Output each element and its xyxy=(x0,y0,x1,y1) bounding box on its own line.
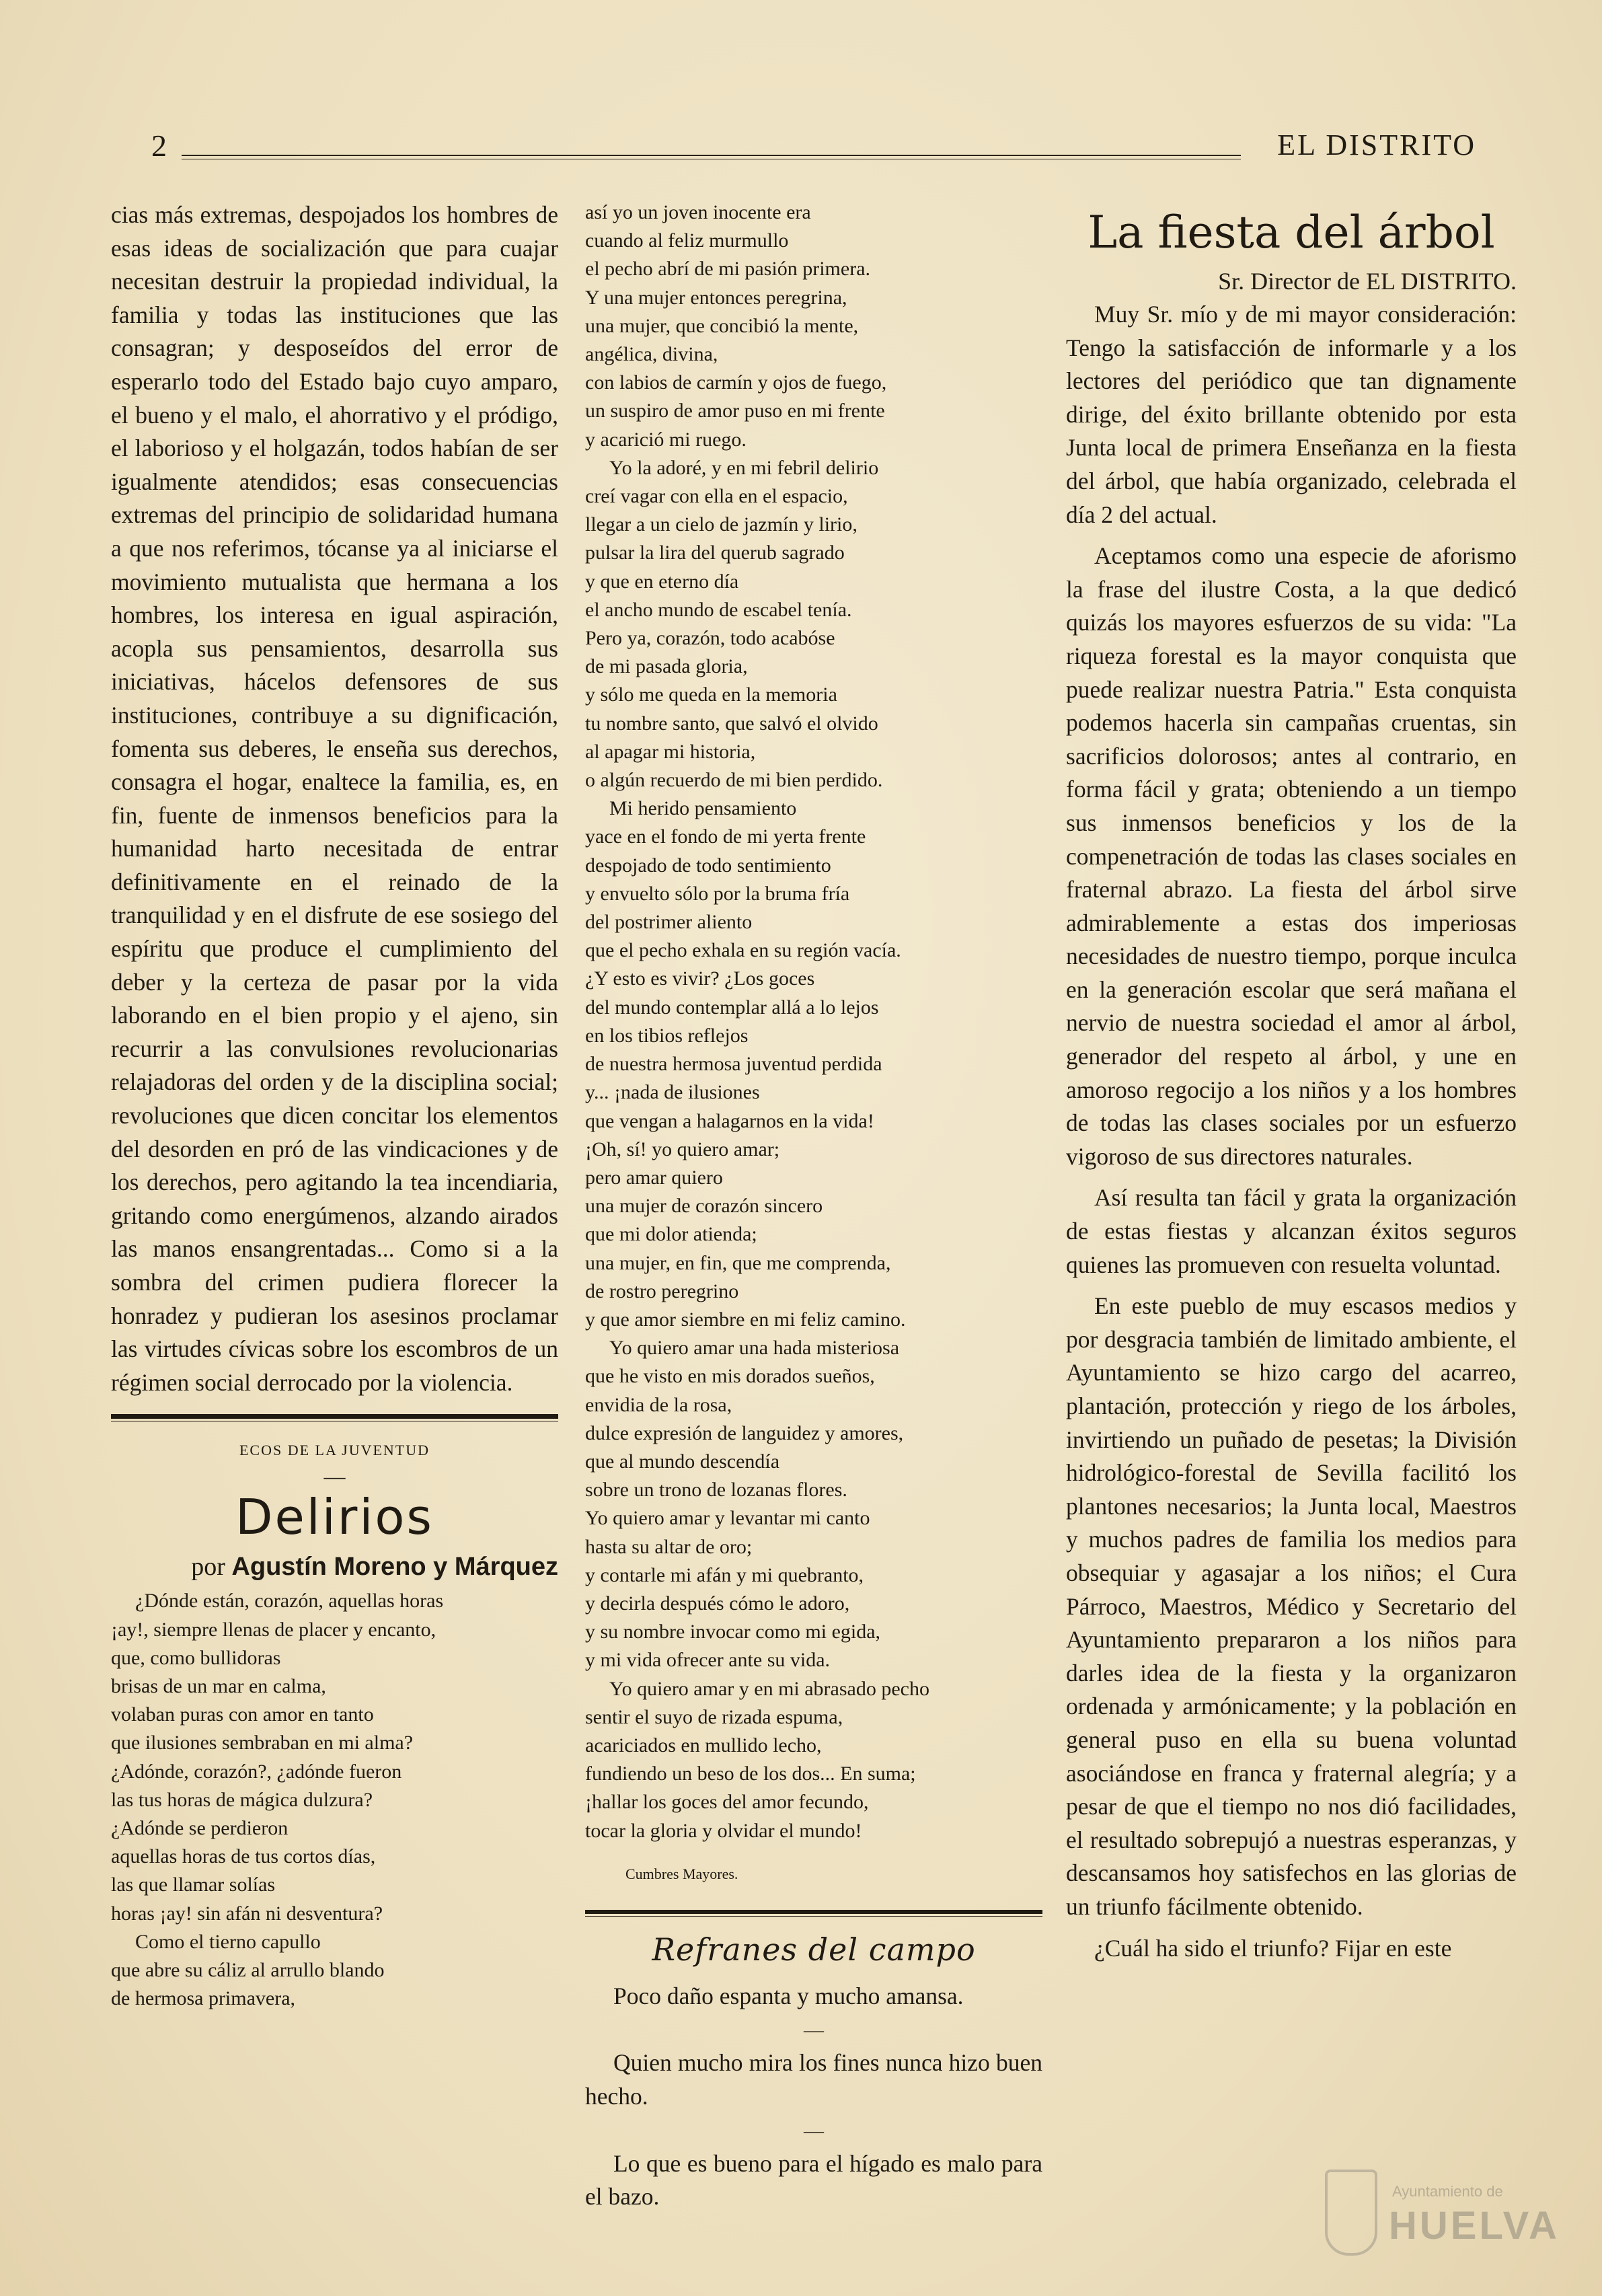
article-paragraph: Aceptamos como una especie de aforismo la frase del ilustre Costa, a la que dedicó quizás los mayores esfuerzos de su vida: "La riqueza forestal es la mayor conquista que puede realizar nuestra Patria." Esta conquista podemos hacerla sin campañas cruentas, sin sacrificios dolorosos; antes al contrario, en forma fácil y grata; obteniendo a un tiempo sus inmensos beneficios y los de la compenetración de todas las clases sociales en fraternal abrazo. La fiesta del árbol sirve admirablemente a estas dos imperiosas necesidades de nuestro tiempo, porque inculca en la generación escolar que será mañana el nervio de nuestra sociedad el amor al árbol, generador del respeto al árbol, y une en amoroso regocijo a los niños y a los hombres de todas las clases sociales por un esfuerzo vigoroso de sus directores naturales. xyxy=(1066,542,1517,1170)
verse-line: las que llamar solías xyxy=(111,1874,276,1896)
refran-item: Poco daño espanta y mucho amansa. xyxy=(613,1982,964,2009)
article-body xyxy=(1066,298,1517,1965)
verse-line: y su nombre invocar como mi egida, xyxy=(585,1621,881,1643)
verse-line: Yo quiero amar y en mi abrasado pecho xyxy=(609,1677,929,1700)
watermark-line2: HUELVA xyxy=(1389,2204,1560,2248)
verse-line: creí vagar con ella en el espacio, xyxy=(585,485,848,508)
column-right xyxy=(1066,198,1517,1965)
poem-verses-part2 xyxy=(585,198,1042,1845)
poem-byline xyxy=(111,1552,558,1582)
refranes-divider xyxy=(585,1910,1042,1917)
verse-line: Yo quiero amar y levantar mi canto xyxy=(585,1507,870,1530)
newspaper-name: EL DISTRITO xyxy=(1277,128,1476,161)
verse-line: hasta su altar de oro; xyxy=(585,1535,753,1558)
verse-line: en los tibios reflejos xyxy=(585,1024,749,1047)
verse-line: horas ¡ay! sin afán ni desventura? xyxy=(111,1902,383,1925)
verse-line: angélica, divina, xyxy=(585,343,718,366)
verse-line: que al mundo descendía xyxy=(585,1450,780,1473)
verse-line: sobre un trono de lozanas flores. xyxy=(585,1479,847,1502)
verse-line: y decirla después cómo le adoro, xyxy=(585,1592,850,1615)
verse-line: y envuelto sólo por la bruma fría xyxy=(585,882,850,905)
section-divider xyxy=(111,1414,558,1421)
verse-line: que mi dolor atienda; xyxy=(585,1223,757,1246)
verse-line: Pero ya, corazón, todo acabóse xyxy=(585,627,835,650)
coat-of-arms-icon xyxy=(1325,2170,1377,2256)
verse-line: de nuestra hermosa juventud perdida xyxy=(585,1053,882,1076)
verse-line: pero amar quiero xyxy=(585,1166,723,1189)
verse-line: el ancho mundo de escabel tenía. xyxy=(585,598,852,621)
verse-line: el pecho abrí de mi pasión primera. xyxy=(585,258,871,281)
poem-title: Delirios xyxy=(235,1489,434,1546)
verse-line: fundiendo un beso de los dos... En suma; xyxy=(585,1763,916,1785)
verse-line: ¡hallar los goces del amor fecundo, xyxy=(585,1791,869,1814)
verse-line: una mujer, que concibió la mente, xyxy=(585,314,859,337)
verse-line: y que en eterno día xyxy=(585,570,739,593)
verse-line: y que amor siembre en mi feliz camino. xyxy=(585,1308,906,1331)
verse-line: una mujer, en fin, que me comprenda, xyxy=(585,1251,891,1274)
verse-line: Yo la adoré, y en mi febril delirio xyxy=(609,456,879,479)
poem-signature: Cumbres Mayores. xyxy=(625,1865,738,1882)
verse-line: despojado de todo sentimiento xyxy=(585,854,831,877)
verse-line: que, como bullidoras xyxy=(111,1646,281,1669)
verse-line: y contarle mi afán y mi quebranto, xyxy=(585,1563,864,1586)
article-paragraph: ¿Cuál ha sido el triunfo? Fijar en este xyxy=(1094,1934,1452,1962)
verse-line: Mi herido pensamiento xyxy=(609,797,797,820)
verse-line: de hermosa primavera, xyxy=(111,1987,296,2010)
verse-line: tu nombre santo, que salvó el olvido xyxy=(585,712,878,735)
verse-line: del postrimer aliento xyxy=(585,911,753,934)
verse-line: al apagar mi historia, xyxy=(585,740,756,763)
verse-line: llegar a un cielo de jazmín y lirio, xyxy=(585,513,857,536)
verse-line: una mujer de corazón sincero xyxy=(585,1195,823,1218)
verse-line: ¿Adónde, corazón?, ¿adónde fueron xyxy=(111,1760,402,1783)
verse-line: cuando al feliz murmullo xyxy=(585,229,789,252)
refran-separator: — xyxy=(804,2119,824,2142)
verse-line: que ilusiones sembraban en mi alma? xyxy=(111,1732,414,1754)
page-header xyxy=(151,128,1476,161)
verse-line: aquellas horas de tus cortos días, xyxy=(111,1845,376,1868)
verse-line: del mundo contemplar allá a lo lejos xyxy=(585,996,879,1019)
verse-line: ¿Y esto es vivir? ¿Los goces xyxy=(585,967,815,990)
verse-line: tocar la gloria y olvidar el mundo! xyxy=(585,1819,862,1842)
verse-line: que el pecho exhala en su región vacía. xyxy=(585,939,901,962)
verse-line: volaban puras con amor en tanto xyxy=(111,1703,374,1726)
verse-line: brisas de un mar en calma, xyxy=(111,1674,326,1697)
verse-line: sentir el suyo de rizada espuma, xyxy=(585,1705,843,1728)
verse-line: Como el tierno capullo xyxy=(135,1930,321,1953)
article-continuation: cias más extremas, despojados los hombres de esas ideas de socialización que para cuajar necesitan destruir la propiedad individual, la familia y todas las instituciones que las consagran; y desposeídos del error de esperarlo todo del Estado bajo cuyo amparo, el bueno y el malo, el ahorrativo y el pródigo, el laborioso y el holgazán, todos habían de ser igualmente atendidos; esas consecuencias extremas del principio de solidaridad humana a que nos referimos, tócanse ya al iniciarse el movimiento mutualista que hermana a los hombres, los interesa en igual aspiración, acopla sus pensamientos, desarrolla sus iniciativas, hácelos defensores de sus instituciones, contribuye a su dignificación, fomenta sus deberes, le enseña sus derechos, consagra el hogar, enaltece la familia, es, en fin, fuente de inmensos beneficios para la humanidad harto necesitada de entrar definitivamente en el reinado de la tranquilidad y en el disfrute de ese sosiego del espíritu que produce el cumplimiento del deber y la certeza de pasar por la vida laborando en el bien propio y el ajeno, sin recurrir a las convulsiones revolucionarias relajadoras del orden y de la disciplina social; revoluciones que dicen concitar los elementos del desorden en pró de las vindicaciones y de los derechos, pero agitando la tea incendiaria, gritando como energúmenos, alzando airados las manos ensangrentadas... Como si a la sombra del crimen pudiera florecer la honradez y pudieran los asesinos proclamar las virtudes cívicas sobre los escombros de un régimen social derrocado por la violencia. xyxy=(111,201,558,1396)
verse-line: envidia de la rosa, xyxy=(585,1393,732,1416)
article-paragraph: Muy Sr. mío y de mi mayor consideración: Tengo la satisfacción de informarle y a los lectores del periódico que tan dignamente dirige, del éxito brillante obtenido por esta Junta local de primera Enseñanza en la fiesta del árbol, que había organizado, celebrada el día 2 del actual. xyxy=(1066,301,1517,528)
verse-line: que vengan a halagarnos en la vida! xyxy=(585,1109,874,1132)
verse-line: de mi pasada gloria, xyxy=(585,655,748,678)
verse-line: Yo quiero amar una hada misteriosa xyxy=(609,1337,900,1360)
verse-line: con labios de carmín y ojos de fuego, xyxy=(585,371,887,394)
refran-item: Quien mucho mira los fines nunca hizo buen hecho. xyxy=(585,2049,1042,2110)
poem-verses-part1 xyxy=(111,1587,558,2013)
verse-line: las tus horas de mágica dulzura? xyxy=(111,1788,373,1811)
verse-line: que abre su cáliz al arrullo blando xyxy=(111,1959,385,1982)
refran-item: Lo que es bueno para el hígado es malo para el bazo. xyxy=(585,2149,1042,2211)
verse-line: ¡Oh, sí! yo quiero amar; xyxy=(585,1138,780,1160)
poem-author: Agustín Moreno y Márquez xyxy=(231,1553,558,1582)
refranes-title: Refranes del campo xyxy=(652,1931,976,1968)
refran-separator: — xyxy=(804,2019,824,2042)
verse-line: pulsar la lira del querub sagrado xyxy=(585,542,845,564)
refranes-list xyxy=(585,1980,1042,2214)
verse-line: y sólo me queda en la memoria xyxy=(585,683,837,706)
archive-watermark xyxy=(1318,2170,1560,2270)
verse-line: ¡ay!, siempre llenas de placer y encanto, xyxy=(111,1618,436,1641)
byline-prefix: por xyxy=(191,1553,225,1582)
verse-line: ¿Dónde están, corazón, aquellas horas xyxy=(135,1590,444,1613)
verse-line: y acarició mi ruego. xyxy=(585,428,747,451)
verse-line: yace en el fondo de mi yerta frente xyxy=(585,825,866,848)
article-salutation: Sr. Director de EL DISTRITO. xyxy=(1218,268,1517,295)
verse-line: Y una mujer entonces peregrina, xyxy=(585,286,847,309)
article-paragraph: Así resulta tan fácil y grata la organización de estas fiestas y alcanzan éxitos seguros quienes las promueven con resuelta voluntad. xyxy=(1066,1184,1517,1278)
header-rule xyxy=(182,155,1241,159)
title-dash: — xyxy=(323,1464,346,1489)
verse-line: dulce expresión de languidez y amores, xyxy=(585,1421,904,1444)
verse-line: acariciados en mullido lecho, xyxy=(585,1734,822,1756)
verse-line: ¿Adónde se perdieron xyxy=(111,1817,289,1839)
watermark-line1: Ayuntamiento de xyxy=(1392,2183,1503,2200)
verse-line: y... ¡nada de ilusiones xyxy=(585,1081,760,1104)
verse-line: que he visto en mis dorados sueños, xyxy=(585,1365,875,1388)
page-number: 2 xyxy=(151,128,167,163)
article-title: La fiesta del árbol xyxy=(1088,207,1495,258)
verse-line: y mi vida ofrecer ante su vida. xyxy=(585,1649,831,1672)
verse-line: de rostro peregrino xyxy=(585,1280,739,1302)
article-paragraph: En este pueblo de muy escasos medios y por desgracia también de limitado ambiente, el Ayuntamiento se hizo cargo del acarreo, plantación, protección y riego de los árboles, invirtiendo un puñado de pesetas; la División hidrológico-forestal de Sevilla facilitó los plantones necesarios; la Junta local, Maestros y muchos padres de familia los medios para obsequiar y agasajar a los niños; el Cura Párroco, Maestros, Médico y Secretario del Ayuntamiento prepararon a los niños para darles idea de la fiesta y la organizaron ordenada y armónicamente; y la población en general puso en ella su buena voluntad asociándose en franca y fraternal alegría; y a pesar de que el tiempo no nos dió facilidades, el resultado sobrepujó a nuestras esperanzas, y descansamos hoy satisfechos en las glorias de un triunfo fácilmente obtenido. xyxy=(1066,1292,1517,1920)
section-label: ECOS DE LA JUVENTUD xyxy=(239,1442,430,1459)
column-middle xyxy=(585,198,1042,2214)
verse-line: o algún recuerdo de mi bien perdido. xyxy=(585,769,883,792)
verse-line: un suspiro de amor puso en mi frente xyxy=(585,400,885,422)
column-left xyxy=(111,198,558,2013)
verse-line: así yo un joven inocente era xyxy=(585,201,811,223)
